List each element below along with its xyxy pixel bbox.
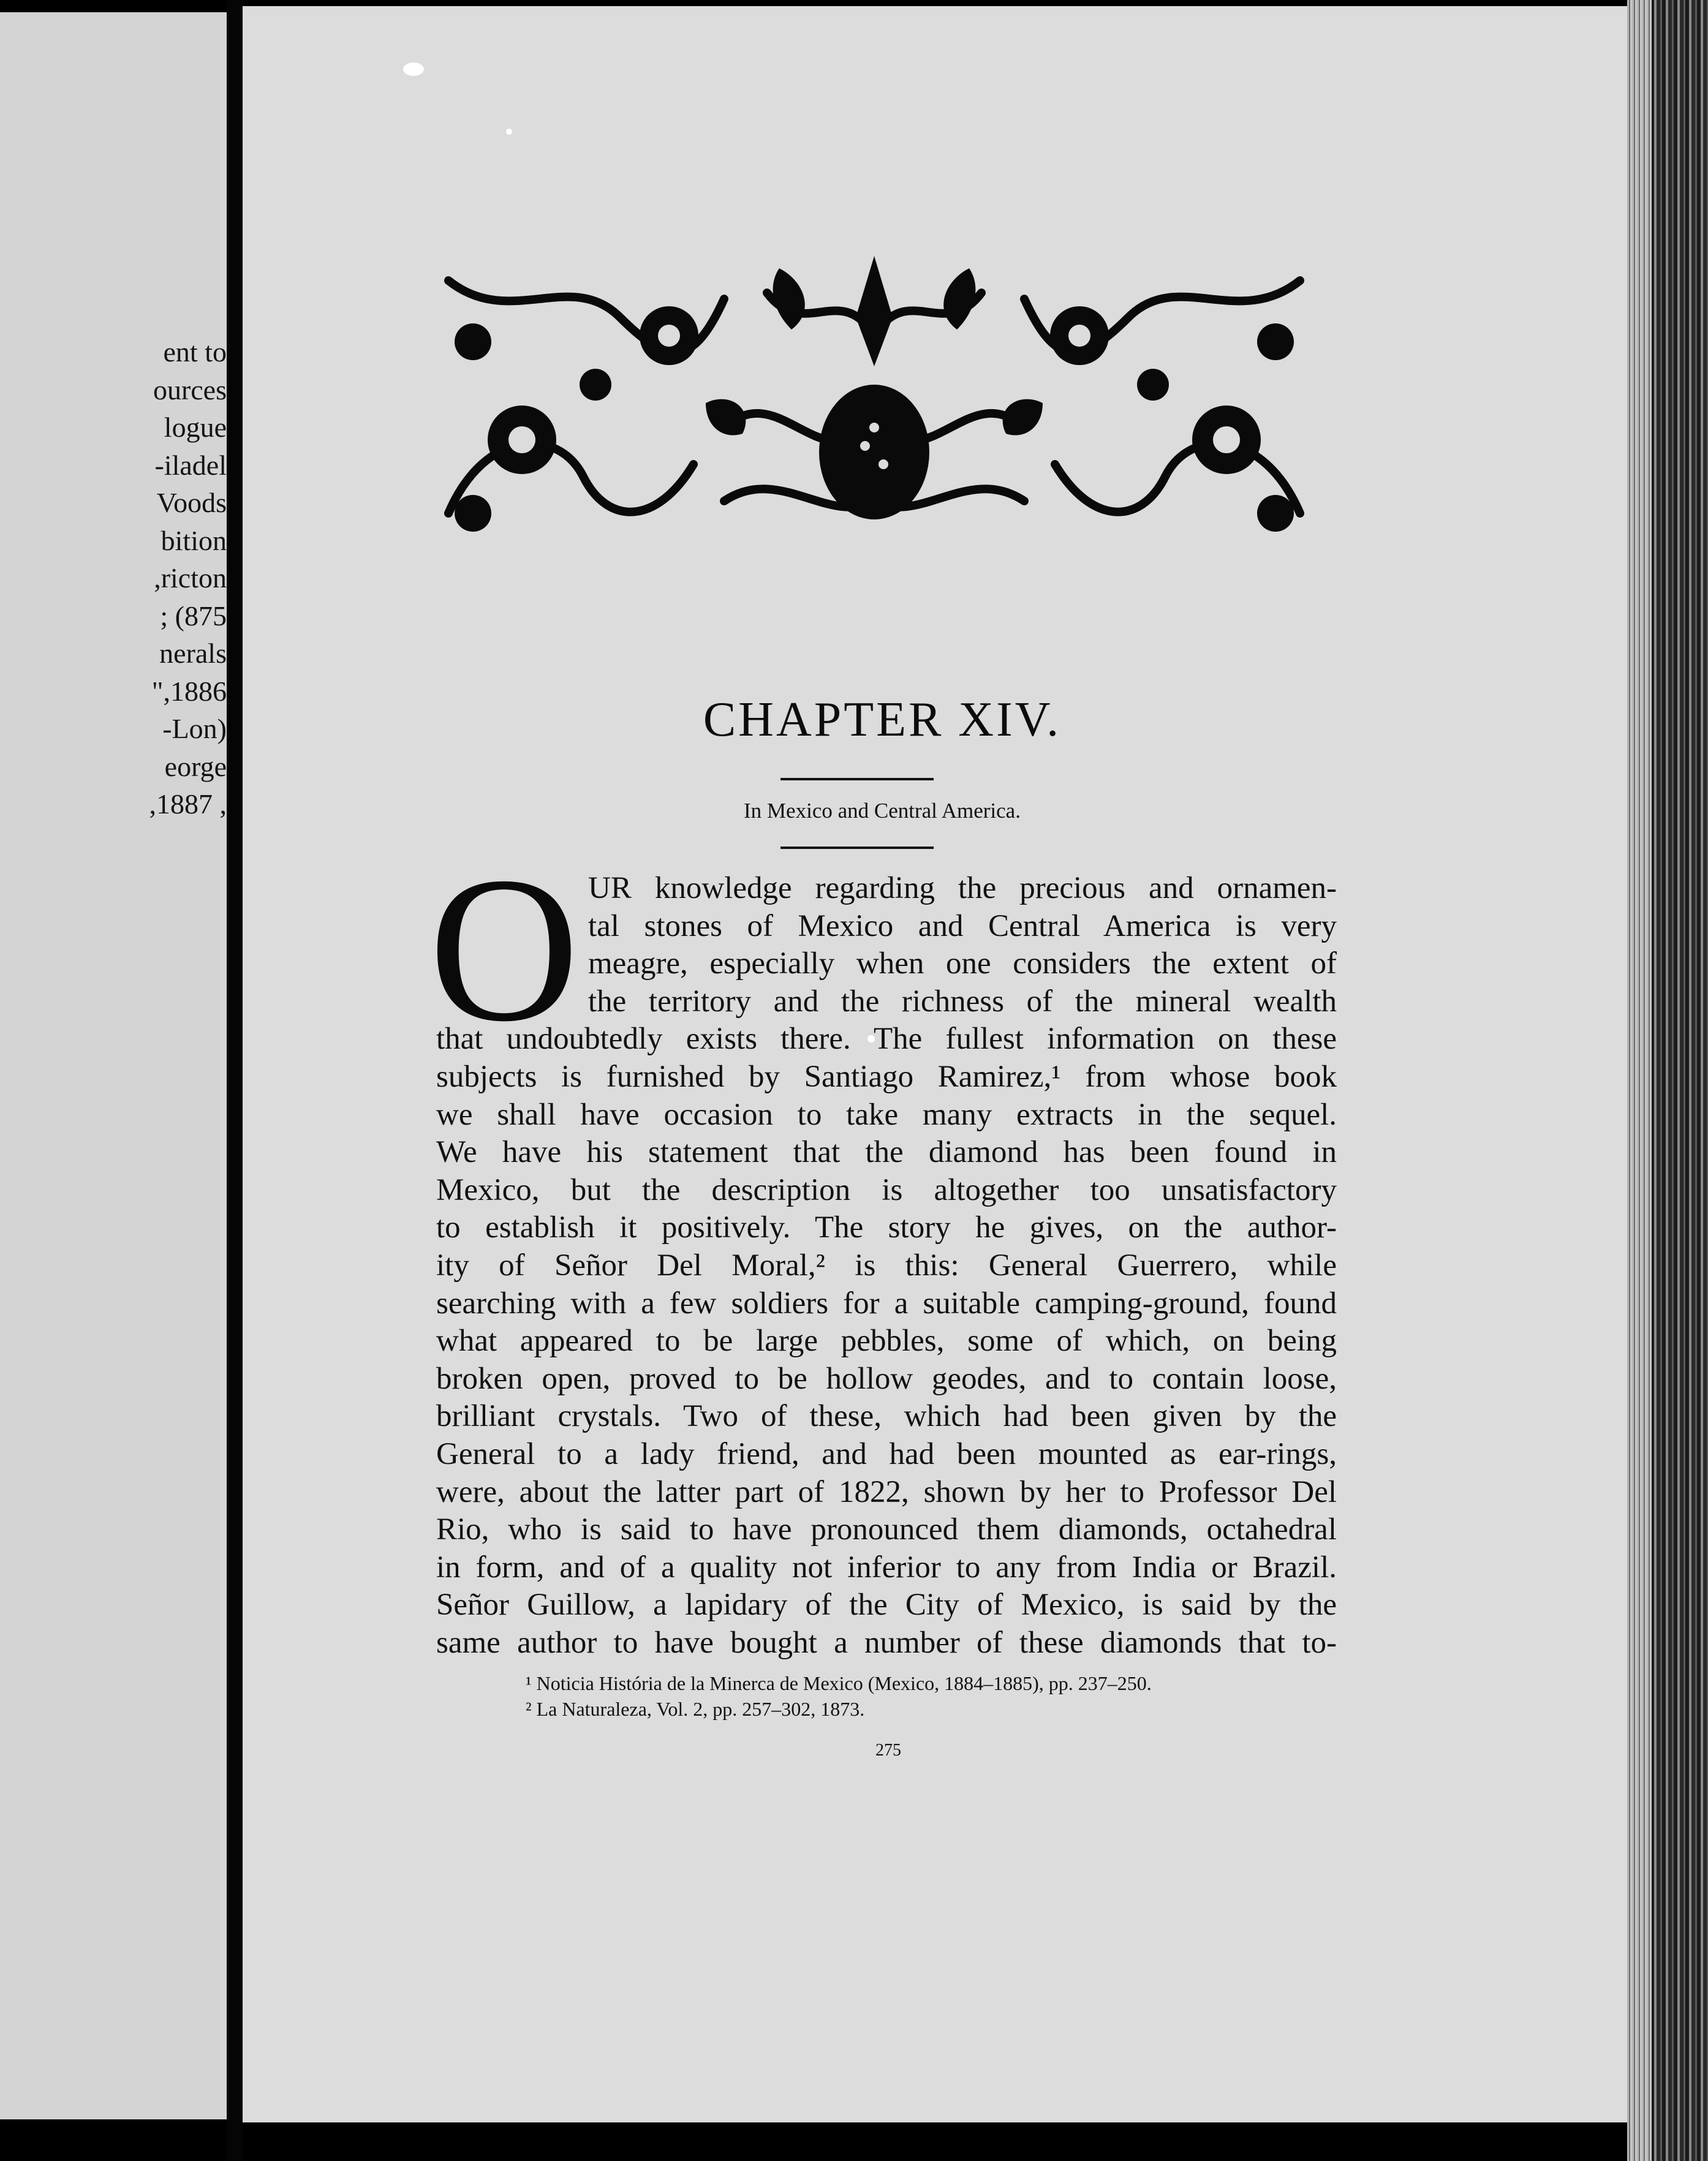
body-line: in form, and of a quality not inferior to any from India or Brazil.: [436, 1550, 1337, 1585]
chapter-subtitle: In Mexico and Central America.: [744, 799, 1021, 823]
body-line: subjects is furnished by Santiago Ramirez,¹ from whose book: [436, 1059, 1337, 1094]
left-line: ent to: [163, 336, 227, 368]
chapter-body-text: [436, 870, 1337, 1662]
dust-mark: [506, 129, 512, 135]
body-line: General to a lady friend, and had been mounted as ear-rings,: [436, 1436, 1337, 1471]
body-line: we shall have occasion to take many extracts in the sequel.: [436, 1097, 1337, 1132]
page-number: 275: [875, 1741, 901, 1760]
left-line: 875) ;: [160, 600, 227, 632]
body-line: broken open, proved to be hollow geodes, and to contain loose,: [436, 1361, 1337, 1396]
body-line: Rio, who is said to have pronounced them diamonds, octahedral: [436, 1512, 1337, 1547]
drop-cap-letter: O: [429, 834, 580, 1065]
left-page-text: [6, 333, 227, 823]
left-line: Voods: [156, 487, 227, 518]
left-line: 1886,": [151, 675, 227, 707]
body-line: the territory and the richness of the mineral wealth: [588, 984, 1337, 1019]
dust-mark: [403, 62, 424, 76]
body-line: same author to have bought a number of these diamonds that to-: [436, 1625, 1337, 1660]
body-line: searching with a few soldiers for a suitable camping-ground, found: [436, 1286, 1337, 1321]
body-line: meagre, especially when one considers the extent of: [588, 946, 1337, 981]
body-line: Señor Guillow, a lapidary of the City of Mexico, is said by the: [436, 1588, 1337, 1623]
footnote-2: ² La Naturaleza, Vol. 2, pp. 257–302, 1873.: [526, 1698, 865, 1720]
title-rule-top: [780, 778, 934, 780]
left-line: (Lon-: [162, 713, 227, 744]
left-line: logue: [164, 412, 227, 443]
left-line: nerals: [159, 638, 227, 669]
left-line: ricton,: [154, 562, 227, 594]
footnotes: [526, 1670, 1334, 1722]
body-line: ity of Señor Del Moral,² is this: General Guerrero, while: [436, 1248, 1337, 1283]
body-line: Mexico, but the description is altogether too unsatisfactory: [436, 1172, 1337, 1207]
title-rule-bottom: [780, 847, 934, 849]
left-line: ources: [153, 374, 227, 405]
left-line: iladel-: [154, 449, 227, 481]
floral-ornament-headpiece: [436, 244, 1312, 543]
body-line: tal stones of Mexico and Central America is very: [588, 908, 1337, 943]
body-line: what appeared to be large pebbles, some of which, on being: [436, 1324, 1337, 1359]
left-page-fragment: [0, 12, 227, 2119]
body-line: that undoubtedly exists there. The fullest information on these: [436, 1022, 1337, 1057]
body-line: We have his statement that the diamond has been found in: [436, 1135, 1337, 1170]
footnote-1: ¹ Noticia História de la Minerca de Mexico (Mexico, 1884–1885), pp. 237–250.: [526, 1672, 1152, 1694]
book-gutter: [227, 0, 243, 2161]
body-line: UR knowledge regarding the precious and ornamen-: [588, 871, 1337, 905]
body-line: brilliant crystals. Two of these, which had been given by the: [436, 1399, 1337, 1434]
left-line: eorge: [164, 750, 227, 782]
left-line: , 1887,: [149, 788, 227, 820]
page-edges: [1627, 0, 1708, 2161]
chapter-title: CHAPTER XIV.: [703, 693, 1062, 747]
body-line: were, about the latter part of 1822, shown by her to Professor Del: [436, 1474, 1337, 1509]
left-line: bition: [161, 524, 227, 556]
body-line: to establish it positively. The story he gives, on the author-: [436, 1210, 1337, 1245]
